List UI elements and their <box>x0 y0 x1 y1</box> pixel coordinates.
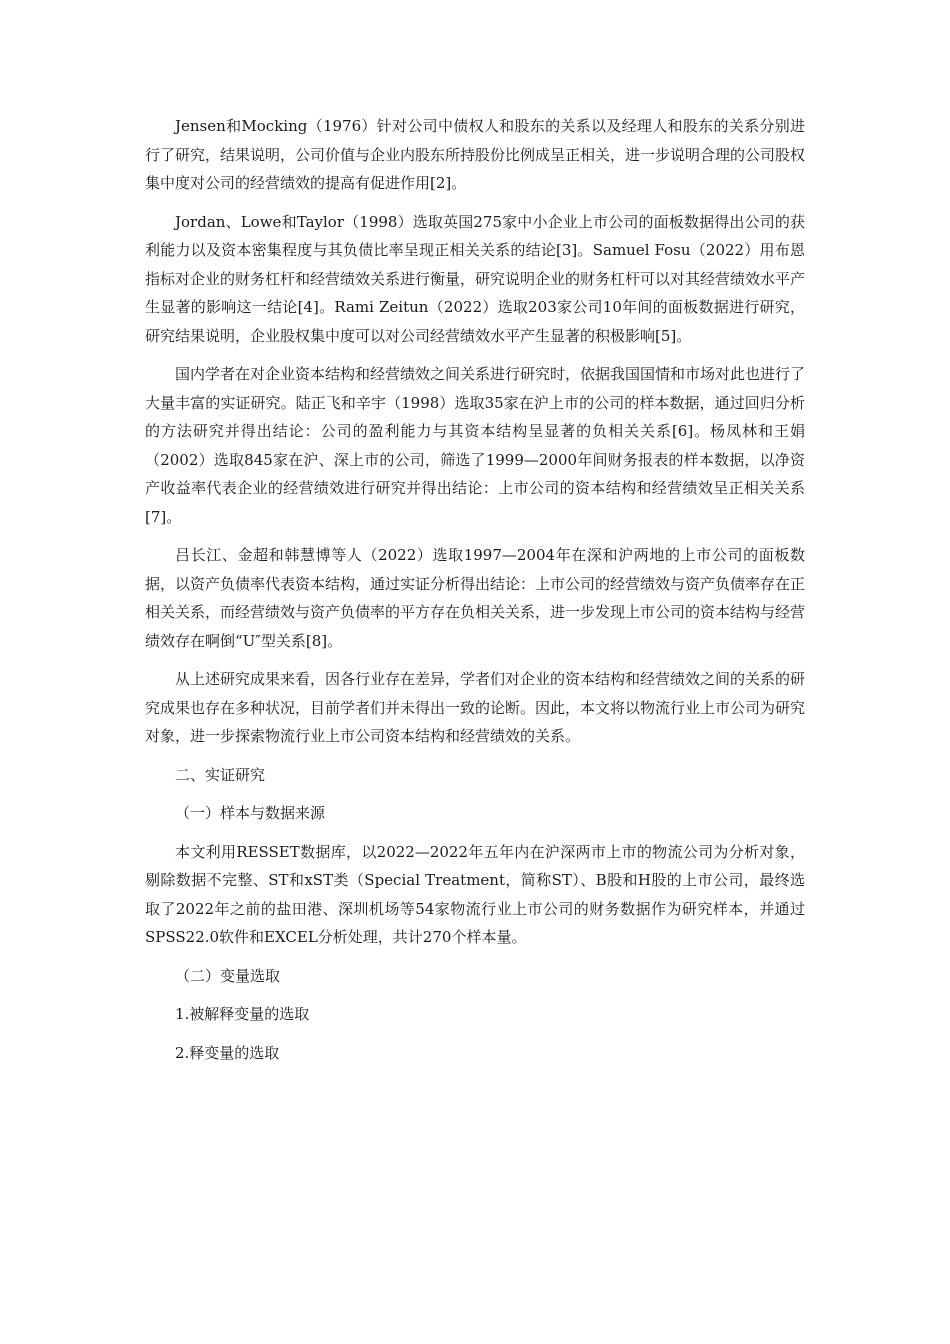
paragraph-jensen: Jensen和Mocking（1976）针对公司中债权人和股东的关系以及经理人和股东的关系分别进行了研究，结果说明，公司价值与企业内股东所持股份比例成呈正相关，进一步说明合理的公司股权集中度对公司的经营绩效的提高有促进作用[2]。 <box>145 117 806 192</box>
paragraph-lv: 吕长江、金超和韩慧博等人（2022）选取1997—2004年在深和沪两地的上市公司的面板数据，以资产负债率代表资本结构，通过实证分析得出结论：上市公司的经营绩效与资产负债率存在正相关关系，而经营绩效与资产负债率的平方存在负相关关系，进一步发现上市公司的资本结构与经营绩效存在啊倒“U″型关系[8]。 <box>145 546 806 650</box>
subsection-heading-sample: （一）样本与数据来源 <box>175 804 326 822</box>
subsection-heading-variables: （二）变量选取 <box>175 966 281 985</box>
paragraph-sample: 本文利用RESSET数据库，以2022—2022年五年内在沪深两市上市的物流公司为分析对象，剔除数据不完整、ST和xST类（Special Treatment，简称ST）、B股和H股的上市公司，最终选取了2022年之前的盐田港、深圳机场等54家物流行业上市公司的财务数据作为研究样本，并通过SPSS22.0软件和EXCEL分析处理，共计270个样本量。 <box>145 842 805 946</box>
item-explanatory-variable: 2.释变量的选取 <box>175 1043 280 1062</box>
section-heading-empirical: 二、实证研究 <box>175 765 266 784</box>
paragraph-summary: 从上述研究成果来看，因各行业存在差异，学者们对企业的资本结构和经营绩效之间的关系的研究成果也存在多种状况，目前学者们并未得出一致的论断。因此，本文将以物流行业上市公司为研究对象，进一步探索物流行业上市公司资本结构和经营绩效的关系。 <box>145 670 806 745</box>
document-body <box>145 112 805 1067</box>
paragraph-domestic: 国内学者在对企业资本结构和经营绩效之间关系进行研究时，依据我国国情和市场对此也进行了大量丰富的实证研究。陆正飞和辛宇（1998）选取35家在沪上市的公司的样本数据，通过回归分析的方法研究并得出结论：公司的盈利能力与其资本结构呈显著的负相关关系[6]。杨凤林和王娟（2002）选取845家在沪、深上市的公司，筛选了1999—2000年间财务报表的样本数据，以净资产收益率代表企业的经营绩效进行研究并得出结论：上市公司的资本结构和经营绩效呈正相关关系[7]。 <box>145 365 806 526</box>
item-dependent-variable: 1.被解释变量的选取 <box>175 1005 310 1023</box>
paragraph-jordan: Jordan、Lowe和Taylor（1998）选取英国275家中小企业上市公司的面板数据得出公司的获利能力以及资本密集程度与其负债比率呈现正相关关系的结论[3]。Samuel Fosu（2022）用布恩指标对企业的财务杠杆和经营绩效关系进行衡量，研究说明企业的财务杠杆可以对其经营绩效水平产生显著的影响这一结论[4]。Rami Zeitun（2022）选取203家公司10年间的面板数据进行研究，研究结果说明，企业股权集中度可以对公司经营绩效水平产生显著的积极影响[5]。 <box>145 212 806 345</box>
